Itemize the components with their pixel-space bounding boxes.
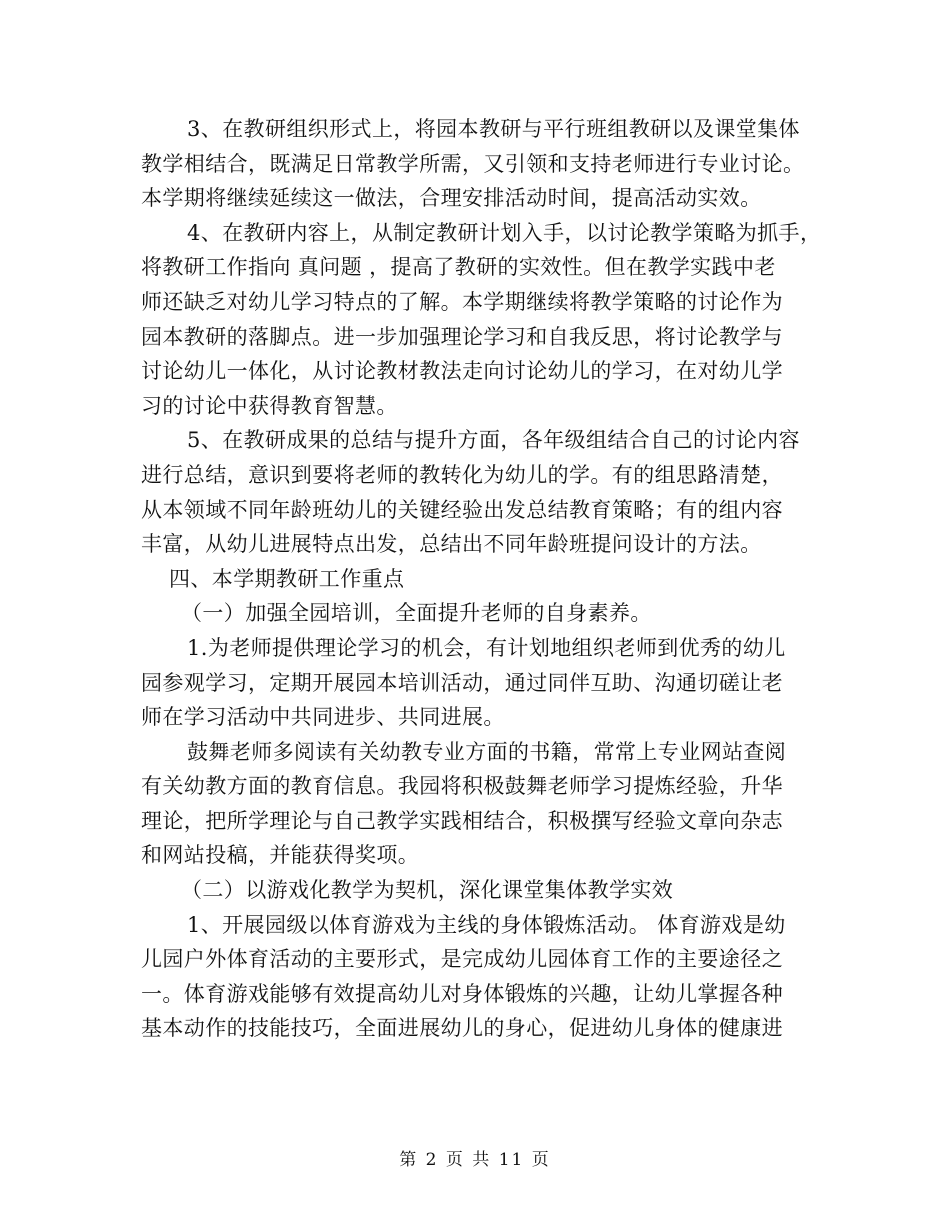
text-line: 理论，把所学理论与自己教学实践相结合，积极撰写经验文章向杂志: [141, 808, 783, 833]
text-line: 从本领域不同年龄班幼儿的关键经验出发总结教育策略；有的组内容: [141, 497, 783, 522]
text-line: 鼓舞老师多阅读有关幼教专业方面的书籍，常常上专业网站查阅: [187, 739, 787, 764]
text-line: 师还缺乏对幼儿学习特点的了解。本学期继续将教学策略的讨论作为: [141, 289, 783, 314]
text-line: 园参观学习，定期开展园本培训活动，通过同伴互助、沟通切磋让老: [141, 670, 783, 695]
text-line: 有关幼教方面的教育信息。我园将积极鼓舞老师学习提炼经验，升华: [141, 774, 783, 799]
text-line: 一。体育游戏能够有效提高幼儿对身体锻炼的兴趣，让幼儿掌握各种: [141, 981, 783, 1006]
document-body: [141, 112, 821, 1046]
text-line: 习的讨论中获得教育智慧。: [141, 393, 398, 418]
text-line: 1.为老师提供理论学习的机会，有计划地组织老师到优秀的幼儿: [187, 635, 786, 660]
page-footer: 第 2 页 共 11 页: [399, 1150, 551, 1170]
text-line: 四、本学期教研工作重点: [169, 566, 405, 591]
text-line: 和网站投稿，并能获得奖项。: [141, 843, 420, 868]
text-line: 讨论幼儿一体化，从讨论教材教法走向讨论幼儿的学习，在对幼儿学: [141, 359, 783, 384]
text-line: 园本教研的落脚点。进一步加强理论学习和自我反思，将讨论教学与: [141, 324, 783, 349]
text-line: 3、在教研组织形式上，将园本教研与平行班组教研以及课堂集体: [187, 117, 800, 141]
text-line: 将教研工作指向 真问题 ，提高了教研的实效性。但在教学实践中老: [141, 255, 776, 280]
text-line: 4、在教研内容上，从制定教研计划入手，以讨论教学策略为抓手，: [187, 220, 822, 245]
text-line: 本学期将继续延续这一做法，合理安排活动时间，提高活动实效。: [141, 186, 762, 211]
text-line: （一）加强全园培训，全面提升老师的自身素养。: [181, 601, 652, 626]
text-line: 教学相结合，既满足日常教学所需，又引领和支持老师进行专业讨论。: [141, 151, 805, 176]
text-line: 师在学习活动中共同进步、共同进展。: [141, 705, 505, 730]
text-line: 5、在教研成果的总结与提升方面，各年级组结合自己的讨论内容: [187, 428, 800, 453]
text-line: 儿园户外体育活动的主要形式，是完成幼儿园体育工作的主要途径之: [141, 947, 783, 972]
text-line: 1、开展园级以体育游戏为主线的身体锻炼活动。 体育游戏是幼: [187, 912, 786, 937]
text-line: 进行总结，意识到要将老师的教转化为幼儿的学。有的组思路清楚，: [141, 462, 783, 487]
text-line: （二）以游戏化教学为契机，深化课堂集体教学实效: [181, 878, 674, 903]
text-line: 丰富，从幼儿进展特点出发，总结出不同年龄班提问设计的方法。: [141, 532, 762, 557]
text-line: 基本动作的技能技巧，全面进展幼儿的身心，促进幼儿身体的健康进: [141, 1016, 783, 1041]
